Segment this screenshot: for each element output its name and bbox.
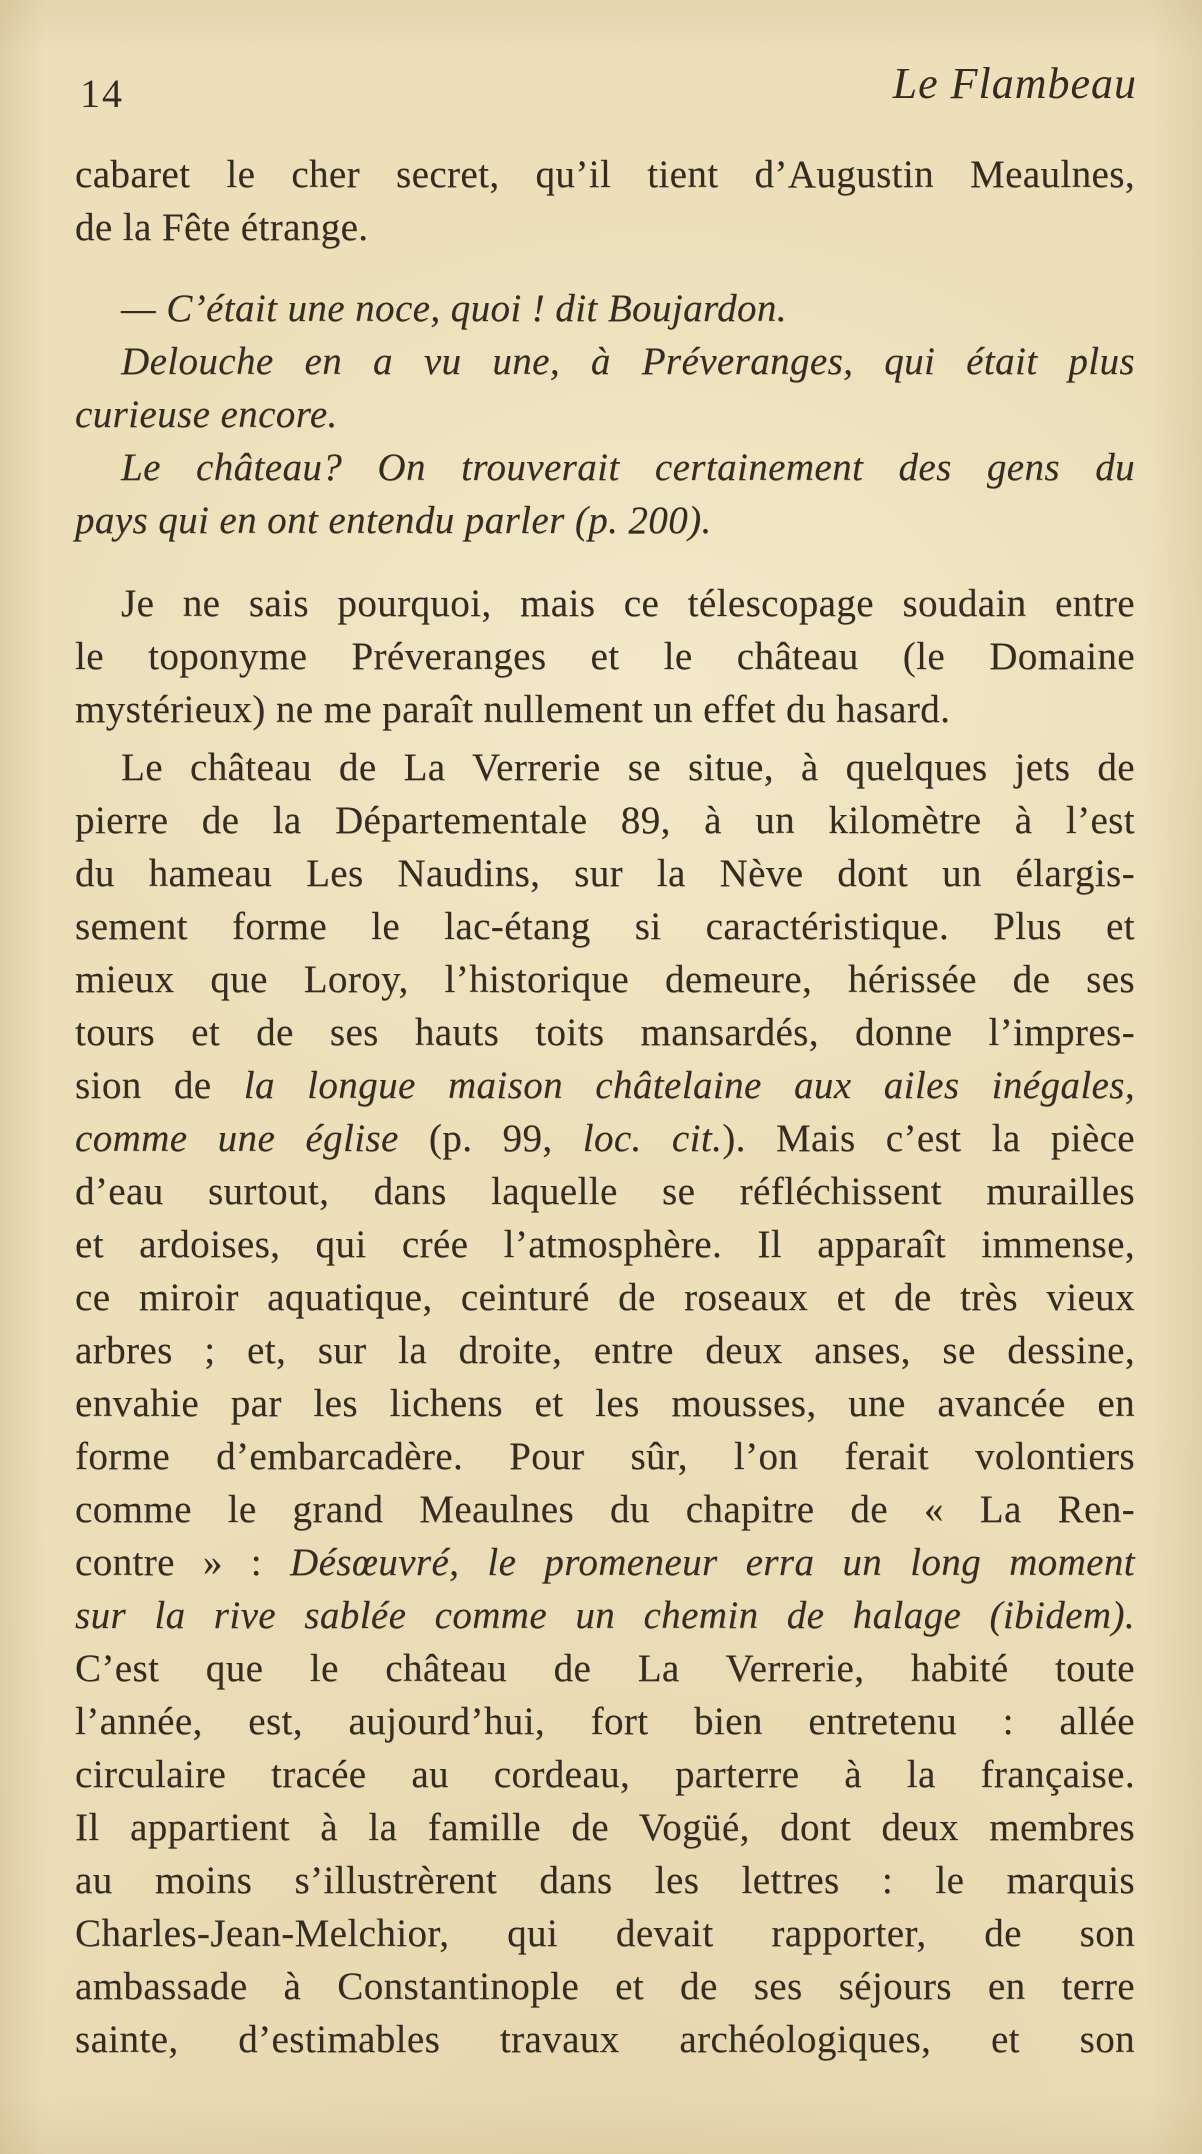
- italic-text-segment: Le château? On trouverait certainement des gens du: [121, 446, 1135, 489]
- text-segment: de la Fête étrange.: [75, 206, 369, 249]
- text-segment: (p. 99,: [398, 1117, 583, 1160]
- text-segment: tours et de ses hauts toits mansardés, donne l’impres-: [75, 1011, 1135, 1054]
- text-line: [75, 847, 1135, 900]
- text-line: [75, 1165, 1135, 1218]
- page-body: [75, 148, 1135, 2066]
- text-segment: ambassade à Constantinople et de ses séjours en terre: [75, 1965, 1135, 2008]
- text-line: [75, 1801, 1135, 1854]
- text-line: [75, 335, 1135, 388]
- text-segment: mystérieux) ne me paraît nullement un effet du hasard.: [75, 688, 951, 731]
- text-line: [75, 900, 1135, 953]
- text-line: [75, 577, 1135, 630]
- text-line: [75, 1430, 1135, 1483]
- text-segment: mieux que Loroy, l’historique demeure, hérissée de ses: [75, 958, 1135, 1001]
- text-line: [75, 630, 1135, 683]
- text-line: [75, 794, 1135, 847]
- italic-text-segment: — C’était une noce, quoi ! dit Boujardon.: [121, 287, 787, 330]
- text-line: [75, 1748, 1135, 1801]
- text-segment: Il appartient à la famille de Vogüé, dont deux membres: [75, 1806, 1135, 1849]
- page-number: 14: [80, 71, 124, 116]
- text-line: [75, 201, 1135, 254]
- text-segment: ). Mais c’est la pièce: [722, 1117, 1135, 1160]
- text-line: [75, 1377, 1135, 1430]
- text-line: [75, 1695, 1135, 1748]
- text-segment: ce miroir aquatique, ceinturé de roseaux et de très vieux: [75, 1276, 1135, 1319]
- text-segment: comme le grand Meaulnes du chapitre de « La Ren-: [75, 1488, 1135, 1531]
- italic-text-segment: loc. cit.: [582, 1117, 723, 1160]
- text-segment: sion de: [75, 1064, 244, 1107]
- text-segment: arbres ; et, sur la droite, entre deux anses, se dessine,: [75, 1329, 1135, 1372]
- text-line: [75, 1907, 1135, 1960]
- text-line: [75, 1642, 1135, 1695]
- paragraph-verrerie: [75, 741, 1135, 2066]
- text-line: [75, 1483, 1135, 1536]
- text-segment: circulaire tracée au cordeau, parterre à la française.: [75, 1753, 1135, 1796]
- text-segment: envahie par les lichens et les mousses, une avancée en: [75, 1382, 1135, 1425]
- text-segment: cabaret le cher secret, qu’il tient d’Augustin Meaulnes,: [75, 153, 1135, 196]
- text-line: [75, 494, 1135, 547]
- paragraph-opening: [75, 148, 1135, 254]
- italic-text-segment: Delouche en a vu une, à Préveranges, qui était plus: [121, 340, 1135, 383]
- page-header: [80, 58, 1137, 114]
- text-segment: sainte, d’estimables travaux archéologiques, et son: [75, 2018, 1135, 2061]
- text-segment: pierre de la Départementale 89, à un kilomètre à l’est: [75, 799, 1135, 842]
- text-line: [75, 1536, 1135, 1589]
- text-line: [75, 683, 1135, 736]
- text-segment: et ardoises, qui crée l’atmosphère. Il apparaît immense,: [75, 1223, 1135, 1266]
- text-line: [75, 1271, 1135, 1324]
- italic-text-segment: sur la rive sablée comme un chemin de halage (ibidem).: [75, 1594, 1135, 1637]
- paragraph-quote: [75, 282, 1135, 547]
- italic-text-segment: la longue maison châtelaine aux ailes inégales,: [243, 1064, 1135, 1107]
- text-segment: au moins s’illustrèrent dans les lettres : le marquis: [75, 1859, 1135, 1902]
- text-line: [75, 1006, 1135, 1059]
- text-line: [75, 441, 1135, 494]
- text-segment: contre » :: [75, 1541, 291, 1584]
- text-line: [75, 1112, 1135, 1165]
- text-segment: le toponyme Préveranges et le château (le Domaine: [75, 635, 1135, 678]
- paragraph-telescopage: [75, 577, 1135, 736]
- text-line: [75, 148, 1135, 201]
- italic-text-segment: curieuse encore.: [75, 393, 338, 436]
- text-line: [75, 1218, 1135, 1271]
- text-segment: d’eau surtout, dans laquelle se réfléchissent murailles: [75, 1170, 1135, 1213]
- text-line: [75, 1854, 1135, 1907]
- text-line: [75, 1589, 1135, 1642]
- text-segment: du hameau Les Naudins, sur la Nève dont un élargis-: [75, 852, 1135, 895]
- text-segment: C’est que le château de La Verrerie, habité toute: [75, 1647, 1135, 1690]
- text-segment: Je ne sais pourquoi, mais ce télescopage soudain entre: [121, 582, 1135, 625]
- text-segment: forme d’embarcadère. Pour sûr, l’on ferait volontiers: [75, 1435, 1135, 1478]
- text-line: [75, 388, 1135, 441]
- italic-text-segment: Désœuvré, le promeneur erra un long moment: [290, 1541, 1135, 1584]
- text-segment: Le château de La Verrerie se situe, à quelques jets de: [121, 746, 1135, 789]
- text-line: [75, 1960, 1135, 2013]
- text-line: [75, 1059, 1135, 1112]
- text-line: [75, 953, 1135, 1006]
- text-line: [75, 741, 1135, 794]
- text-segment: sement forme le lac-étang si caractéristique. Plus et: [75, 905, 1135, 948]
- text-line: [75, 282, 1135, 335]
- text-line: [75, 1324, 1135, 1377]
- italic-text-segment: pays qui en ont entendu parler (p. 200).: [75, 499, 712, 542]
- text-line: [75, 2013, 1135, 2066]
- running-title: Le Flambeau: [892, 59, 1137, 108]
- italic-text-segment: comme une église: [75, 1117, 399, 1160]
- text-segment: Charles-Jean-Melchior, qui devait rapporter, de son: [75, 1912, 1135, 1955]
- text-segment: l’année, est, aujourd’hui, fort bien entretenu : allée: [75, 1700, 1135, 1743]
